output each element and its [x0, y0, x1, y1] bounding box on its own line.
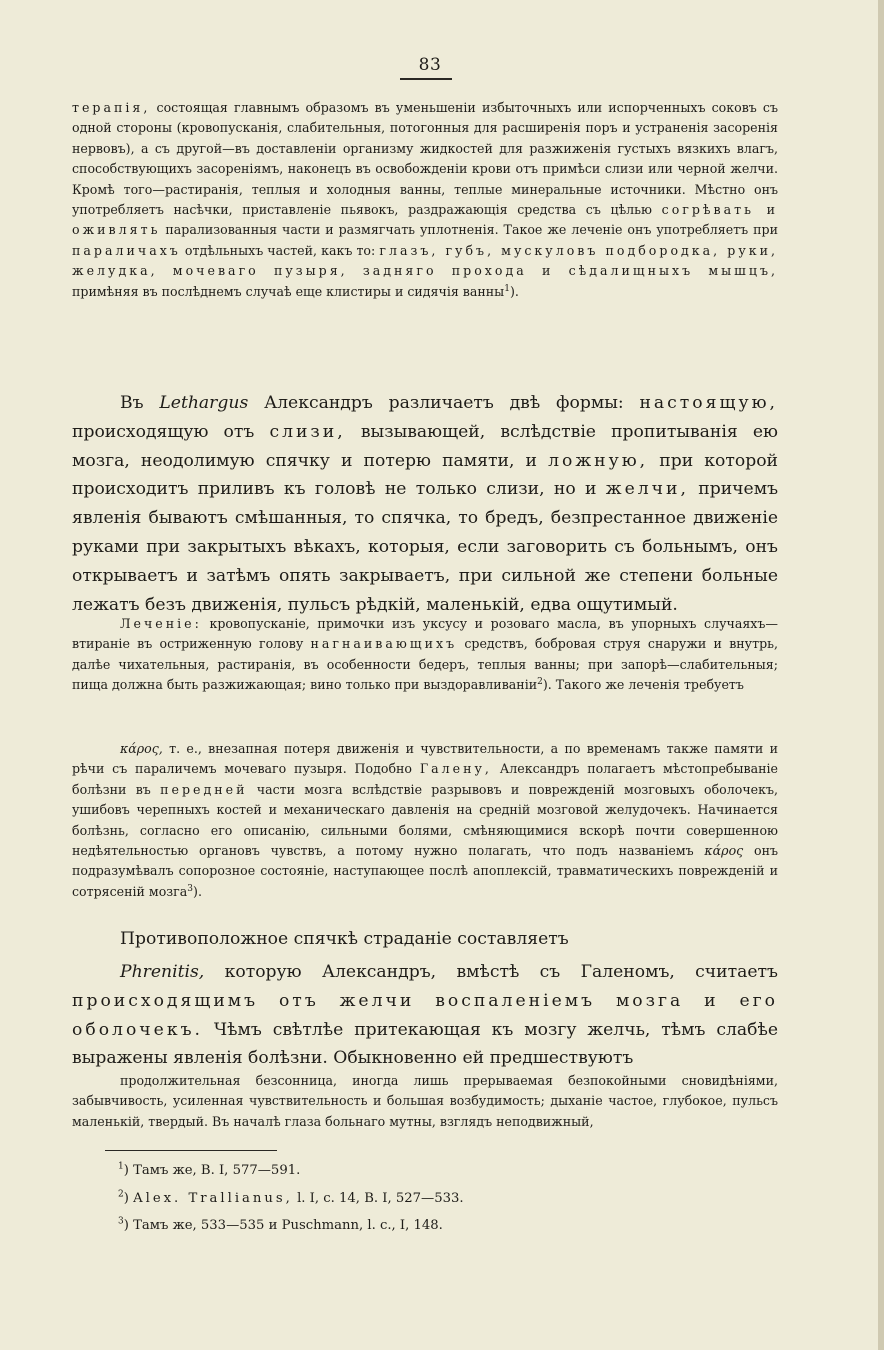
paragraph-therapy	[72, 98, 778, 302]
paragraph-karos	[72, 739, 778, 902]
footnote-rule	[105, 1150, 277, 1151]
footnote-ref: 3	[187, 883, 194, 894]
text-run: продолжительная безсонница, иногда лишь прерываемая безпокойными сновидѣніями, забывчивость, усиленная чувствительность и большая возбудимость; дыханіе частое, глубокое, пульсъ маленькій, твердый. Въ началѣ глаза больнаго мутны, взглядъ неподвижный,	[72, 1073, 778, 1129]
paragraph-lethargus	[72, 389, 778, 619]
spaced-word: нагнаивающихъ	[310, 636, 458, 652]
footnote-mark: 3	[118, 1216, 124, 1227]
footnote-2: $^2$) Alex. Trallianus, l. I, c. 14, B. I, 527—533.	[118, 1189, 464, 1206]
text-run: онъ подразумѣвалъ сопорозное состояніе, наступающее послѣ апоплексій, травматическихъ поврежденій и сотрясеній мозга	[72, 843, 778, 899]
text-run: вызывающей, вслѣдствіе пропитыванія ею мозга, неодолимую спячку и потерю памяти, и	[72, 421, 778, 471]
footnote-3: $^3$) Тамъ же, 533—535 и Puschmann, l. c., I, 148.	[118, 1216, 443, 1233]
text-run: ).	[193, 883, 202, 899]
spaced-word: передней	[160, 781, 248, 797]
paragraph-treatment	[72, 614, 778, 696]
paragraph-phrenitis	[72, 958, 778, 1073]
text-run: Противоположное спячкѣ страданіе составляетъ	[120, 929, 569, 949]
text-run: т. е., внезапная потеря движенія и чувствительности, а по временамъ также памяти и рѣчи съ параличемъ мочеваго пузыря. Подобно	[72, 741, 778, 777]
text-run: причемъ явленія бываютъ смѣшанныя, то спячка, то бредъ, безпрестанное движеніе руками при закрытыхъ вѣкахъ, которыя, если заговорить съ больнымъ, онъ открываетъ и затѣмъ опять закрываетъ, при сильной же степени больные лежатъ безъ движенія, пульсъ рѣдкій, маленькій, едва ощутимый.	[72, 479, 779, 615]
page-number: 83	[418, 55, 442, 75]
spaced-word: Леченіе:	[120, 616, 202, 631]
paragraph-transition	[72, 925, 778, 954]
text-run: происходящую отъ	[72, 421, 270, 442]
spaced-word: согрѣвать и оживлять	[72, 202, 778, 238]
text-run: средствъ, бобровая струя снаружи и внутрь, далѣе чихательныя, растиранія, въ особенности бедеръ, теплыя ванны; при запорѣ—слабительныя; пища должна быть разжижающая; вино только при выздоравливаніи	[72, 636, 778, 693]
text-run: ). Такого же леченія требуетъ	[542, 677, 744, 693]
spaced-word: терапія,	[72, 100, 151, 115]
text-run: ).	[509, 283, 519, 299]
text-run: части мозга вслѣдствіе разрывовъ и поврежденій мозговыхъ оболочекъ, ушибовъ черепныхъ костей и механическаго давленія на средній мозговой желудочекъ. Начинается болѣзнь, согласно его описанію, сильными болями, смѣняющимися вскорѣ почти совершенною недѣятельностью органовъ чувствъ, а потому нужно полагать, что подъ названіемъ	[72, 781, 778, 859]
footnote-text: Тамъ же, 533—535 и Puschmann, l. c., I, 148.	[133, 1218, 443, 1233]
greek-term: κάρος	[704, 843, 744, 859]
spaced-word: слизи,	[269, 421, 346, 442]
text-run: Чѣмъ свѣтлѣе притекающая къ мозгу желчь, тѣмъ слабѣе выражены явленія болѣзни. Обыкновенно ей предшествуютъ	[72, 1019, 778, 1069]
page-number-rule	[400, 78, 452, 80]
footnote-ref: 1	[504, 283, 510, 294]
spaced-word: настоящую,	[639, 393, 779, 413]
text-run: парализованныя части и размягчать уплотненія. Такое же леченіе онъ употребляетъ при	[160, 222, 778, 238]
spaced-word: ложную,	[548, 450, 649, 471]
spaced-word: желчи,	[605, 479, 689, 500]
text-run: состоящая главнымъ образомъ въ уменьшеніи избыточныхъ или испорченныхъ соковъ съ одной стороны (кровопусканія, слабительныя, потогонныя для расширенія поръ и устраненія засоренія нервовъ), а съ другой—въ доставленіи организму жидкостей для разжиженія густыхъ вязкихъ влагъ, способствующихъ засореніямъ, наконецъ въ освобожденіи крови отъ примѣси слизи или черной желчи. Кромѣ того—растиранія, теплыя и холодныя ванны, теплые минеральные источники. Мѣстно онъ употребляетъ насѣчки, приставленіе пьявокъ, раздражающія средства съ цѣлью	[72, 100, 778, 218]
text-run: которую Александръ, вмѣстѣ съ Галеномъ, считаетъ	[204, 962, 778, 982]
spaced-phrase: происходящимъ отъ желчи воспаленіемъ мозга и его оболочекъ.	[72, 990, 778, 1040]
footnote-mark: 1	[118, 1161, 124, 1172]
page-edge	[878, 0, 884, 1350]
text-run: отдѣльныхъ частей, какъ то:	[180, 242, 380, 258]
footnote-ref: 2	[537, 677, 543, 688]
spaced-phrase: глазъ, губъ, мускуловъ подбородка, руки, желудка, мочеваго пузыря, задняго прохода и сѣдалищныхъ мышцъ,	[72, 242, 778, 279]
footnote-text: Тамъ же, B. I, 577—591.	[133, 1163, 301, 1178]
footnote-text: l. I, c. 14, B. I, 527—533.	[292, 1191, 464, 1206]
footnote-mark: 2	[118, 1189, 124, 1200]
text-run: при которой происходитъ приливъ къ головѣ не только слизи, но и	[72, 450, 779, 500]
text-run: Въ	[120, 393, 160, 413]
paragraph-symptoms	[72, 1071, 778, 1132]
latin-term: Phrenitis,	[120, 962, 205, 982]
footnote-author: Alex. Trallianus,	[133, 1191, 293, 1206]
spaced-word: параличахъ	[72, 242, 181, 258]
latin-term: Lethargus	[159, 393, 249, 413]
text-run: Александръ различаетъ двѣ формы:	[248, 393, 640, 413]
footnote-1: $^1$) Тамъ же, B. I, 577—591.	[118, 1161, 301, 1178]
text-run: примѣняя въ послѣднемъ случаѣ еще клистиры и сидячія ванны	[72, 283, 505, 299]
greek-term: κάρος,	[120, 741, 163, 756]
text-run: Александръ полагаетъ мѣстопребываніе болѣзни въ	[72, 761, 778, 797]
spaced-word: Галену,	[419, 761, 492, 777]
text-run: кровопусканіе, примочки изъ уксусу и розоваго масла, въ упорныхъ случаяхъ—втираніе въ остриженную голову	[72, 616, 778, 652]
